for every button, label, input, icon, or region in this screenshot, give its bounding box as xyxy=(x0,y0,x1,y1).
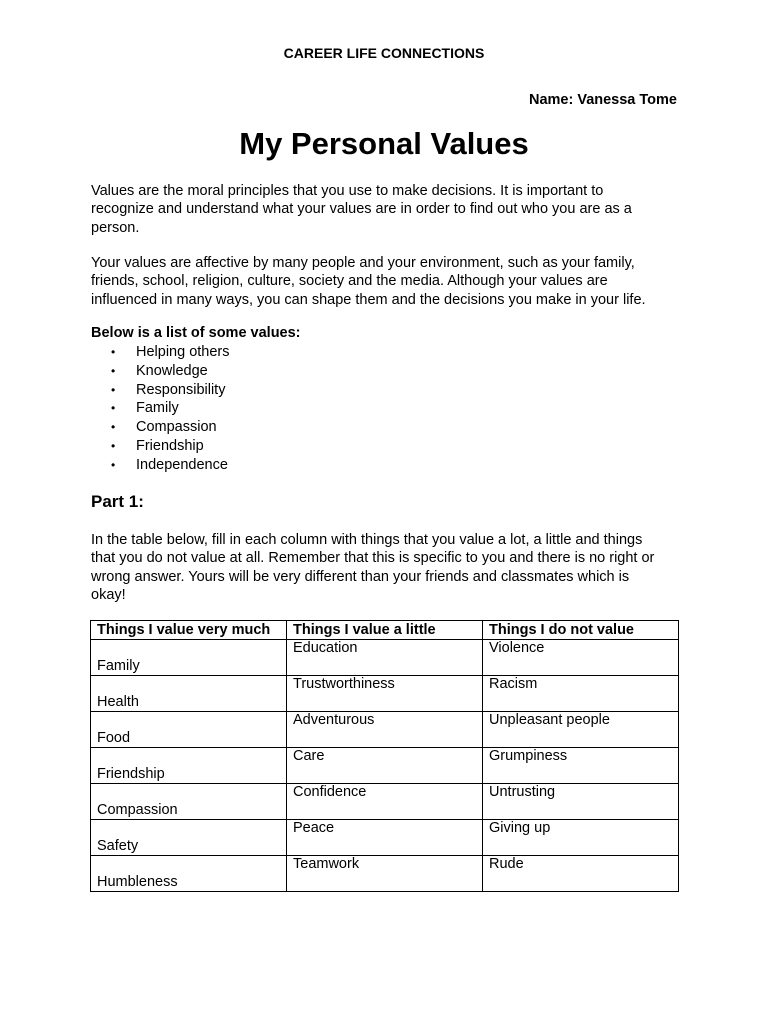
influence-line: Your values are affective by many people and your environment, such as your family, xyxy=(91,255,635,271)
column-header: Things I do not value xyxy=(483,621,679,640)
table-row xyxy=(91,748,679,784)
table-cell: Humbleness xyxy=(91,856,287,892)
bullet-icon: • xyxy=(111,382,116,397)
header-title: CAREER LIFE CONNECTIONS xyxy=(283,45,485,61)
list-item xyxy=(111,343,230,362)
list-item xyxy=(111,381,230,400)
table-cell: Rude xyxy=(483,856,679,892)
table-cell: Violence xyxy=(483,640,679,676)
table-cell: Health xyxy=(91,676,287,712)
instruction-line: In the table below, fill in each column with things that you value a lot, a little and things xyxy=(91,532,643,548)
bullet-icon: • xyxy=(111,457,116,472)
list-item xyxy=(111,418,230,437)
list-item-label: Independence xyxy=(136,456,228,473)
instruction-line: that you do not value at all. Remember that this is specific to you and there is no right or xyxy=(91,550,655,567)
table-cell: Adventurous xyxy=(287,712,483,748)
list-item xyxy=(111,437,230,456)
influence-line: influenced in many ways, you can shape them and the decisions you make in your life. xyxy=(91,291,646,308)
list-heading: Below is a list of some values: xyxy=(91,325,301,341)
table-cell: Giving up xyxy=(483,820,679,856)
page-title: My Personal Values xyxy=(239,126,529,161)
table-row xyxy=(91,676,679,712)
instruction-line: wrong answer. Yours will be very different than your friends and classmates which is xyxy=(91,568,630,585)
table-cell: Friendship xyxy=(91,748,287,784)
intro-line: Values are the moral principles that you use to make decisions. It is important to xyxy=(91,183,604,199)
bullet-icon: • xyxy=(111,401,116,416)
table-cell: Unpleasant people xyxy=(483,712,679,748)
table-header-row xyxy=(91,621,679,640)
table-cell: Education xyxy=(287,640,483,676)
table-cell: Safety xyxy=(91,820,287,856)
table-cell: Confidence xyxy=(287,784,483,820)
table-cell: Family xyxy=(91,640,287,676)
intro-line: person. xyxy=(91,219,140,236)
bullet-icon: • xyxy=(111,363,116,378)
list-item xyxy=(111,362,230,381)
intro-paragraph xyxy=(91,182,691,237)
part-heading: Part 1: xyxy=(91,492,144,511)
influence-line: friends, school, religion, culture, society and the media. Although your values are xyxy=(91,273,608,290)
bullet-icon: • xyxy=(111,438,116,453)
list-item-label: Family xyxy=(136,400,179,417)
instruction-paragraph xyxy=(91,531,691,604)
list-item xyxy=(111,399,230,418)
student-name: Name: Vanessa Tome xyxy=(528,92,677,108)
list-item-label: Friendship xyxy=(136,437,204,454)
table-row xyxy=(91,856,679,892)
table-cell: Peace xyxy=(287,820,483,856)
table-cell: Racism xyxy=(483,676,679,712)
table-cell: Untrusting xyxy=(483,784,679,820)
table-row xyxy=(91,784,679,820)
values-table xyxy=(90,620,679,892)
list-item-label: Helping others xyxy=(136,344,230,360)
instruction-line: okay! xyxy=(91,586,126,603)
table-cell: Compassion xyxy=(91,784,287,820)
list-item-label: Knowledge xyxy=(136,362,208,379)
values-list xyxy=(111,343,230,475)
table-cell: Grumpiness xyxy=(483,748,679,784)
bullet-icon: • xyxy=(111,420,116,435)
table-row xyxy=(91,712,679,748)
list-item-label: Responsibility xyxy=(136,381,226,398)
bullet-icon: • xyxy=(111,345,116,359)
column-header: Things I value a little xyxy=(287,621,483,640)
influence-paragraph xyxy=(91,254,691,309)
table-cell: Food xyxy=(91,712,287,748)
list-item-label: Compassion xyxy=(136,419,217,436)
table-row xyxy=(91,820,679,856)
intro-line: recognize and understand what your values are in order to find out who you are as a xyxy=(91,201,632,218)
column-header: Things I value very much xyxy=(91,621,287,640)
table-cell: Teamwork xyxy=(287,856,483,892)
table-row xyxy=(91,640,679,676)
list-item xyxy=(111,456,230,475)
table-cell: Care xyxy=(287,748,483,784)
table-cell: Trustworthiness xyxy=(287,676,483,712)
